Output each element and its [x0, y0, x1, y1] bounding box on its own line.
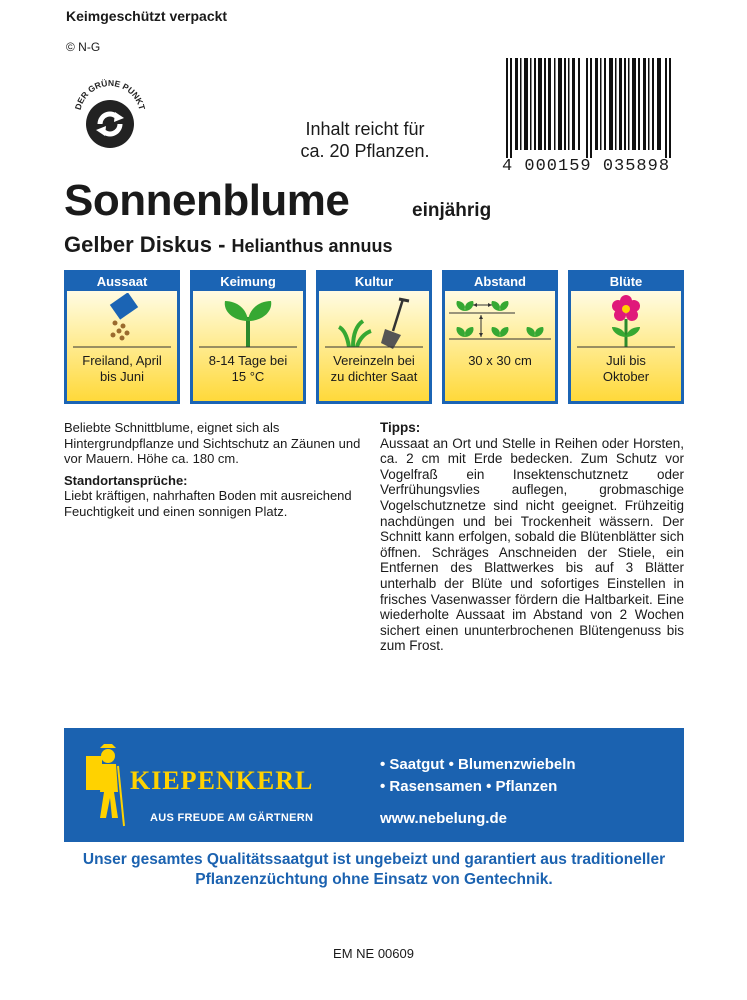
info-line1: Juli bis [606, 353, 646, 368]
site-heading: Standortansprüche: [64, 472, 188, 488]
flower-icon [571, 293, 681, 355]
product-variety [64, 232, 393, 258]
info-box-spacing [442, 270, 558, 404]
info-box-text [69, 353, 175, 385]
info-box-sowing [64, 270, 180, 404]
info-box-text [321, 353, 427, 385]
seed-packet-icon [67, 293, 177, 355]
info-box-text [447, 353, 553, 369]
product-title: Sonnenblume [64, 176, 350, 225]
info-line1: Freiland, April [82, 353, 162, 368]
info-line2: 15 °C [231, 369, 265, 384]
info-box-title: Abstand [445, 273, 555, 291]
barcode-bars-icon [502, 58, 680, 158]
content-note [270, 118, 460, 162]
content-note-line2: ca. 20 Pflanzen. [300, 141, 430, 161]
latin-name: Helianthus annuus [231, 236, 393, 256]
info-line1: 8-14 Tage bei [208, 353, 288, 368]
spade-icon [319, 293, 429, 355]
intro-text: Beliebte Schnittblume, eignet sich als Hintergrundpflanze und Sichtschutz an Zäunen und vor Mauern. Höhe ca. 180 cm. [64, 420, 361, 466]
description-column [64, 420, 366, 525]
brand-slogan: AUS FREUDE AM GÄRTNERN [150, 812, 314, 824]
info-box-title: Aussaat [67, 273, 177, 291]
product-annual: einjährig [412, 200, 492, 221]
info-box-title: Blüte [571, 273, 681, 291]
info-boxes [64, 270, 684, 408]
product-range-line2: • Rasensamen • Pflanzen [380, 778, 558, 795]
barcode [502, 58, 680, 178]
brand-name: KIEPENKERL [130, 766, 314, 795]
info-box-cultivation [316, 270, 432, 404]
packaging-label: Keimgeschützt verpackt [66, 8, 228, 24]
copyright: © N-G [66, 40, 101, 54]
content-note-line1: Inhalt reicht für [305, 119, 425, 139]
info-box-text [573, 353, 679, 385]
tips-column [380, 420, 684, 654]
tips-text: Aussaat an Ort und Stelle in Reihen oder Horsten, ca. 2 cm mit Erde bedecken. Zum Schutz vor Vogelfraß ein Insektenschutznetz oder Verfrühungsvlies auflegen, grobmaschige Vogelschutznetze sind nicht geeignet. Frühzeitig nachdüngen und bei Trockenheit wässern. Der Schnitt kann erfolgen, sobald die Blütenblätter sich öffnen. Schräges Anschneiden der Stiele, ein Entfernen des Blattwerkes bis auf 3 Blätter unterhalb der Blüte und sofortiges Einstellen in frisches Vasenwasser fördern die Haltbarkeit. Eine wiederholte Aussaat im Abstand von 2 Wochen sichert einen ununterbrochenen Blütengenuss bis zum Frost. [380, 435, 684, 654]
info-line2: zu dichter Saat [330, 369, 418, 384]
info-box-title: Kultur [319, 273, 429, 291]
product-range-line1: • Saatgut • Blumenzwiebeln [380, 756, 576, 773]
barcode-number: 4 000159 035898 [502, 157, 671, 176]
spacing-icon [445, 293, 555, 355]
info-line2: Oktober [602, 369, 650, 384]
tips-heading: Tipps: [380, 420, 421, 435]
website-link[interactable]: www.nebelung.de [380, 810, 507, 827]
info-line1: 30 x 30 cm [468, 353, 532, 368]
brand-banner [64, 728, 684, 842]
variety-name: Gelber Diskus - [64, 232, 226, 257]
quality-note: Unser gesamtes Qualitätssaatgut ist ungebeizt und garantiert aus traditioneller Pflanzenzüchtung ohne Einsatz von Gentechnik. [82, 851, 666, 888]
green-dot-logo-icon [68, 70, 152, 154]
info-line2: bis Juni [99, 369, 145, 384]
kiepenkerl-mascot-icon [82, 742, 126, 828]
info-box-germination [190, 270, 306, 404]
info-line1: Vereinzeln bei [333, 353, 415, 368]
sprout-icon [193, 293, 303, 355]
green-dot-logo-text: DER GRÜNE PUNKT [72, 77, 148, 111]
site-text: Liebt kräftigen, nahrhaften Boden mit ausreichend Feuchtigkeit und einen sonnigen Platz. [64, 488, 352, 519]
info-box-text [195, 353, 301, 385]
info-box-title: Keimung [193, 273, 303, 291]
info-box-flowering [568, 270, 684, 404]
article-code: EM NE 00609 [333, 946, 414, 961]
